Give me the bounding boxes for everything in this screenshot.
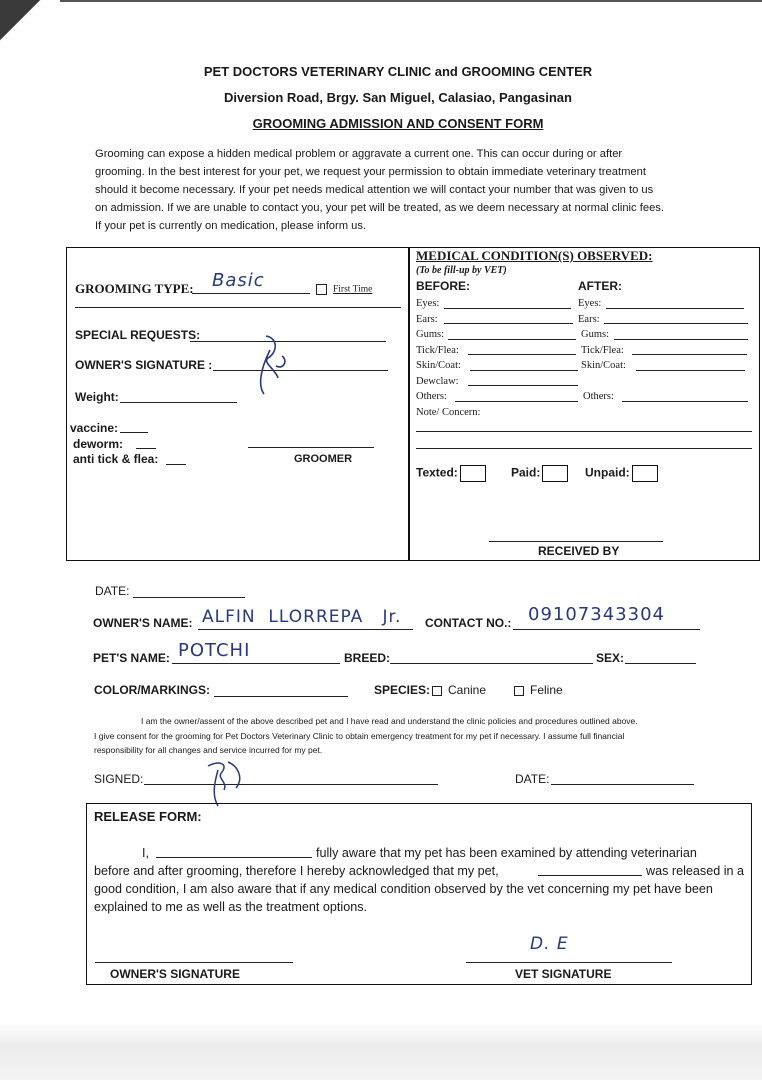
feline-label: Feline [530,683,563,697]
intro-line: should it become necessary. If your pet needs medical attention we will contact your number that was given to us [95,184,654,196]
before-row: Gums: [416,329,445,340]
medical-condition-title: MEDICAL CONDITION(S) OBSERVED: [416,248,653,263]
scan-edge-top [60,0,762,2]
before-row: Ears: [416,313,438,325]
before-row: Skin/Coat: [416,360,461,371]
before-gums-field[interactable] [448,339,576,340]
contact-label: CONTACT NO.: [425,616,512,630]
species-label: SPECIES: [374,683,431,697]
intro-line: If your pet is currently on medication, please inform us. [95,220,367,232]
owner-signature-mark [248,330,298,400]
scan-shadow-bottom [0,1022,762,1080]
special-requests-label: SPECIAL REQUESTS: [75,328,201,342]
paid-box[interactable] [542,465,568,482]
before-skincoat-field[interactable] [470,370,578,371]
received-by-field[interactable] [489,541,663,542]
received-by-label: RECEIVED BY [538,544,620,558]
column-divider [408,248,410,560]
release-owner-signature-field[interactable] [95,962,293,963]
release-line: good condition, I am also aware that if any medical condition observed by the vet concerning my pet have been [94,882,713,896]
consent-line: responsibility for all changes and service incurred for my pet. [94,745,323,755]
owner-signature-field[interactable] [213,370,388,371]
before-others-field[interactable] [455,401,578,402]
after-ears-field[interactable] [604,323,748,324]
before-dewclaw-field[interactable] [468,385,578,386]
after-row: Eyes: [578,298,602,309]
after-label: AFTER: [578,279,622,293]
pet-name-label: PET'S NAME: [93,651,170,665]
before-eyes-field[interactable] [444,308,571,309]
paid-label: Paid: [511,465,541,480]
after-row: Skin/Coat: [581,360,626,371]
contact-value: 09107343304 [528,604,665,625]
before-row: Dewclaw: [416,375,459,387]
grooming-type-value: Basic [212,270,265,291]
vet-signature-field[interactable] [466,962,672,963]
note-field-1[interactable] [416,431,752,432]
after-row: Gums: [581,329,610,340]
release-name-field[interactable] [156,857,312,858]
deworm-label: deworm: [73,437,124,451]
after-skincoat-field[interactable] [636,370,745,371]
date-label: DATE: [95,584,130,598]
signed-field[interactable] [144,784,438,785]
weight-label: Weight: [75,390,119,404]
color-label: COLOR/MARKINGS: [94,683,210,697]
after-tickflea-field[interactable] [632,354,747,355]
deworm-field[interactable] [136,448,156,449]
groomer-field[interactable] [248,447,374,448]
signed-label: SIGNED: [94,772,144,786]
clinic-address: Diversion Road, Brgy. San Miguel, Calasiao, Pangasinan [224,90,572,105]
after-row: Ears: [578,313,600,325]
canine-label: Canine [448,683,487,697]
pet-name-field[interactable] [172,663,340,664]
before-label: BEFORE: [416,279,470,293]
before-row: Eyes: [416,298,440,309]
paid-checkbox[interactable] [511,465,568,482]
date-field[interactable] [133,597,245,598]
release-pet-field[interactable] [538,875,642,876]
owner-signature-label: OWNER'S SIGNATURE : [75,358,213,372]
vaccine-label: vaccine: [70,421,119,435]
pet-name-value: POTCHI [178,640,251,661]
grooming-type-label: GROOMING TYPE: [75,281,194,296]
weight-field[interactable] [120,402,237,403]
contact-field[interactable] [513,629,700,630]
after-eyes-field[interactable] [606,308,744,309]
first-time-checkbox[interactable] [316,284,372,295]
vet-signature-label: VET SIGNATURE [515,967,612,981]
release-owner-signature-label: OWNER'S SIGNATURE [110,967,240,981]
consent-line: I am the owner/assent of the above described pet and I have read and understand the clinic policies and procedures outlined above. [141,716,638,726]
grooming-type-field[interactable] [192,293,310,294]
anti-tick-label: anti tick & flea: [73,452,159,466]
intro-line: Grooming can expose a hidden medical problem or aggravate a current one. This can occur during or after [95,148,623,160]
owner-name-label: OWNER'S NAME: [93,616,193,630]
sex-label: SEX: [596,651,625,665]
sex-field[interactable] [625,663,696,664]
signed-date-label: DATE: [515,772,550,786]
release-line: I, fully aware that my pet has been examined by attending veterinarian [142,846,697,860]
vet-subtitle: (To be fill-up by VET) [416,265,507,276]
before-tickflea-field[interactable] [468,354,576,355]
after-gums-field[interactable] [614,339,748,340]
anti-tick-field[interactable] [166,464,186,465]
owner-name-field[interactable] [198,629,413,630]
color-field[interactable] [214,696,348,697]
breed-field[interactable] [390,663,593,664]
canine-option[interactable] [432,683,486,697]
after-row: Others: [583,391,614,402]
intro-paragraph [95,145,715,235]
after-others-field[interactable] [622,401,748,402]
consent-paragraph [94,714,714,758]
note-field-2[interactable] [416,448,752,449]
feline-box[interactable] [514,686,524,696]
scan-corner-top [0,0,70,62]
intro-line: grooming. In the best interest for your pet, we request your permission to obtain immediate veterinary treatment [95,166,646,178]
unpaid-checkbox[interactable] [585,465,658,482]
release-line: before and after grooming, therefore I hereby acknowledged that my pet, was released in a [94,864,745,878]
after-rows [578,296,626,405]
intro-line: on admission. If we are unable to contact you, your pet will be treated, as we deem necessary at normal clinic fees. [95,202,664,214]
after-row: Tick/Flea: [581,344,624,356]
vet-initials: D. E [530,934,569,954]
grooming-type-extra-line[interactable] [75,307,401,308]
consent-signature-mark [198,752,250,810]
vaccine-field[interactable] [120,432,148,433]
texted-label: Texted: [416,465,458,480]
first-time-box[interactable] [316,284,327,295]
before-row: Others: [416,391,447,402]
unpaid-label: Unpaid: [585,465,630,480]
form-title: GROOMING ADMISSION AND CONSENT FORM [252,116,544,131]
feline-option[interactable] [514,683,563,697]
note-label: Note/ Concern: [416,406,481,418]
release-paragraph [94,844,750,916]
canine-box[interactable] [432,686,442,696]
breed-label: BREED: [344,651,391,665]
owner-name-value: ALFIN LLORREPA Jr. [202,607,402,627]
clinic-name: PET DOCTORS VETERINARY CLINIC and GROOMING CENTER [203,64,593,79]
unpaid-box[interactable] [632,465,658,482]
texted-box[interactable] [460,465,486,482]
first-time-label: First Time [333,284,373,295]
texted-checkbox[interactable] [416,465,486,482]
consent-line: I give consent for the grooming for Pet Doctors Veterinary Clinic to obtain emergency treatment for my pet if necessary. I assume full financial [94,730,625,741]
release-title: RELEASE FORM: [94,809,202,824]
signed-date-field[interactable] [551,784,694,785]
groomer-label: GROOMER [294,453,353,465]
before-ears-field[interactable] [444,323,573,324]
before-row: Tick/Flea: [416,344,459,356]
release-line: explained to me as well as the treatment options. [94,900,368,914]
